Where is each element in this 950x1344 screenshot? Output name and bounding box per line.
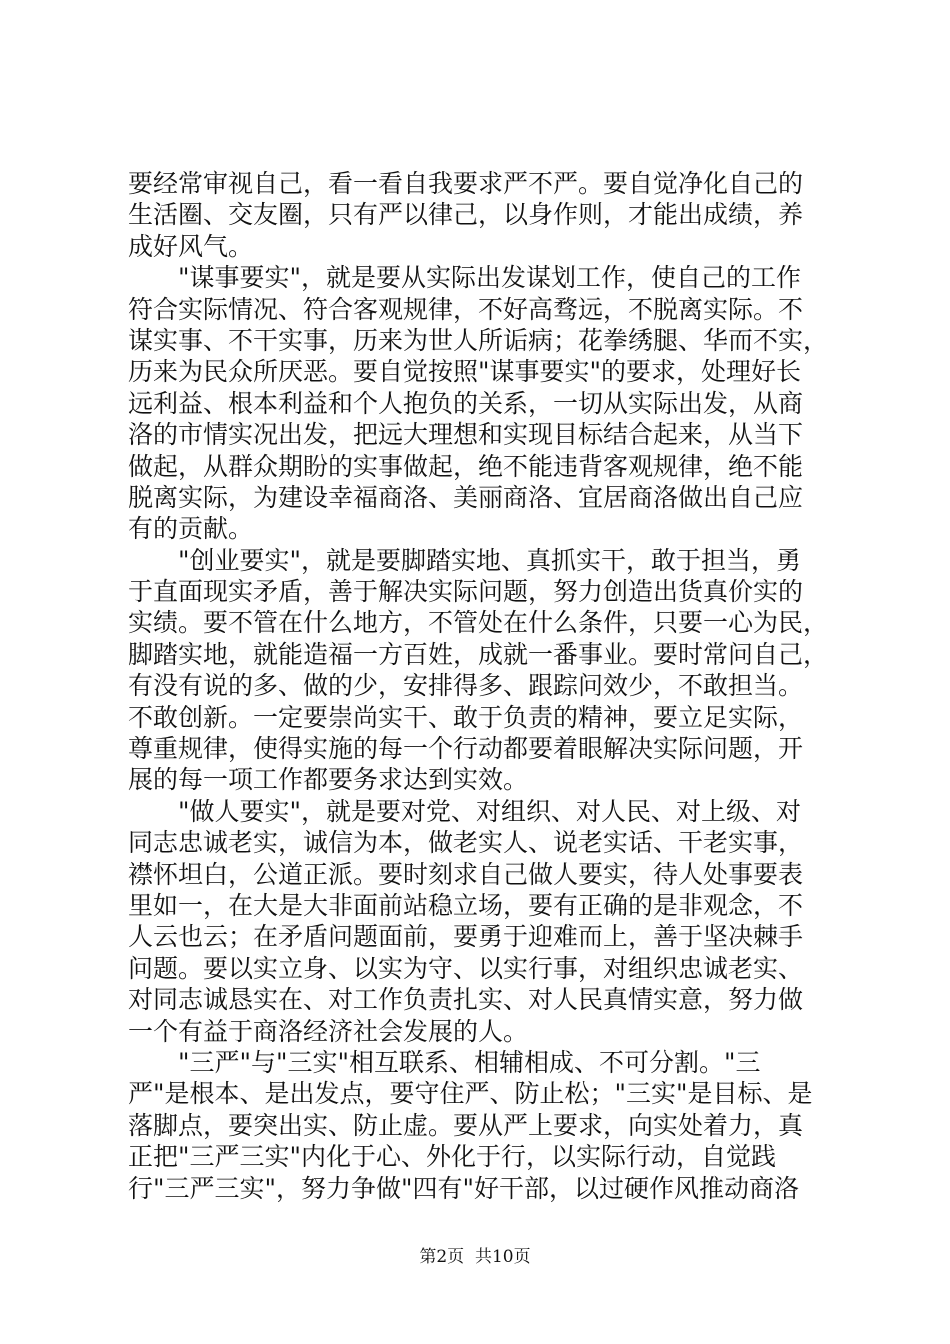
text-line: 落脚点，要突出实、防止虚。要从严上要求，向实处着力，真 [128,1110,804,1140]
text-line: 襟怀坦白，公道正派。要时刻求自己做人要实，待人处事要表 [128,859,804,889]
text-line: 脱离实际，为建设幸福商洛、美丽商洛、宜居商洛做出自己应 [128,482,804,512]
text-line: 不敢创新。一定要崇尚实干、敢于负责的精神，要立足实际， [128,702,804,732]
text-line: 实绩。要不管在什么地方，不管处在什么条件，只要一心为民， [128,608,829,638]
text-line: 对同志诚恳实在、对工作负责扎实、对人民真情实意，努力做 [128,985,804,1015]
text-line: 尊重规律，使得实施的每一个行动都要着眼解决实际问题，开 [128,734,804,764]
text-line: 严"是根本、是出发点，要守住严、防止松；"三实"是目标、是 [128,1079,813,1109]
text-line: "创业要实"，就是要脚踏实地、真抓实干，敢于担当，勇 [128,545,802,575]
text-line: 谋实事、不干实事，历来为世人所诟病；花拳绣腿、华而不实， [128,325,829,355]
text-line: 展的每一项工作都要务求达到实效。 [128,765,529,795]
document-body [128,168,833,1204]
text-line: 生活圈、交友圈，只有严以律己，以身作则，才能出成绩，养 [128,200,804,230]
text-line: 里如一，在大是大非面前站稳立场，要有正确的是非观念，不 [128,890,804,920]
page-number-label: 第2页 共10页 [419,1247,531,1267]
page-footer [0,1246,950,1268]
text-line: 一个有益于商洛经济社会发展的人。 [128,1016,529,1046]
text-line: 做起，从群众期盼的实事做起，绝不能违背客观规律，绝不能 [128,451,804,481]
text-line: 有的贡献。 [128,514,254,544]
text-line: 人云也云；在矛盾问题面前，要勇于迎难而上，善于坚决棘手 [128,922,804,952]
text-line: 历来为民众所厌恶。要自觉按照"谋事要实"的要求，处理好长 [128,357,802,387]
text-line: 成好风气。 [128,231,254,261]
text-line: 洛的市情实况出发，把远大理想和实现目标结合起来，从当下 [128,420,804,450]
text-line: 正把"三严三实"内化于心、外化于行，以实际行动，自觉践 [128,1142,777,1172]
text-line: 脚踏实地，就能造福一方百姓，成就一番事业。要时常问自己， [128,639,829,669]
text-line: 于直面现实矛盾，善于解决实际问题，努力创造出货真价实的 [128,577,804,607]
text-line: 远利益、根本利益和个人抱负的关系，一切从实际出发，从商 [128,388,804,418]
text-line: 有没有说的多、做的少，安排得多、跟踪问效少，不敢担当。 [128,671,804,701]
text-line: "做人要实"，就是要对党、对组织、对人民、对上级、对 [128,796,802,826]
text-line: 同志忠诚老实，诚信为本，做老实人、说老实话、干老实事， [128,828,804,858]
text-line: 要经常审视自己，看一看自我要求严不严。要自觉净化自己的 [128,169,804,198]
text-line: 符合实际情况、符合客观规律，不好高骛远，不脱离实际。不 [128,294,804,324]
text-line: "谋事要实"，就是要从实际出发谋划工作，使自己的工作 [128,263,802,293]
text-line: "三严"与"三实"相互联系、相辅相成、不可分割。"三 [128,1047,761,1077]
text-line: 问题。要以实立身、以实为守、以实行事，对组织忠诚老实、 [128,953,804,983]
text-line: 行"三严三实"，努力争做"四有"好干部，以过硬作风推动商洛 [128,1173,799,1203]
